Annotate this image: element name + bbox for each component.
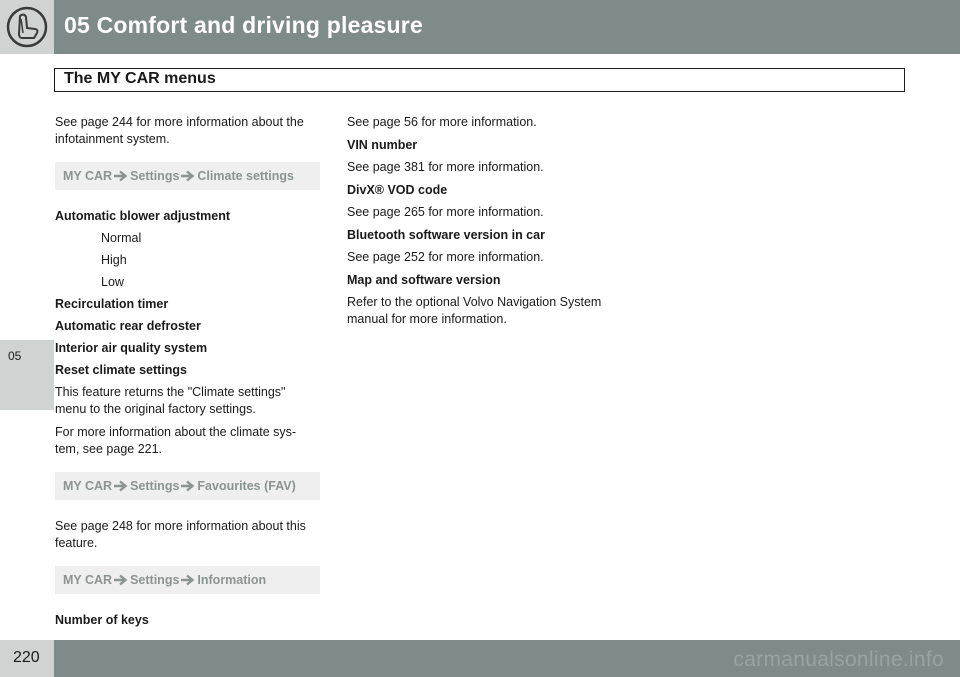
chapter-title: 05 Comfort and driving pleasure (64, 12, 423, 38)
arrow-right-icon (113, 170, 129, 182)
heading-divx: DivX® VOD code (347, 183, 448, 197)
arrow-right-icon (113, 574, 129, 586)
left-column (55, 114, 320, 634)
chapter-tab[interactable] (0, 340, 54, 410)
section-title: The MY CAR menus (64, 70, 216, 87)
right-column (347, 114, 637, 334)
seat-icon (5, 5, 49, 49)
breadcrumb-favourites (55, 472, 320, 500)
text-page-381: See page 381 for more information. (347, 160, 544, 174)
section-bar (54, 68, 905, 92)
favourites-description: See page 248 for more information about this feature. (55, 519, 306, 550)
crumb-information: Information (197, 572, 267, 587)
heading-reset: Reset climate settings (55, 363, 187, 377)
text-page-265: See page 265 for more information. (347, 205, 544, 219)
heading-auto-blower: Automatic blower adjustment (55, 209, 231, 223)
intro-text: See page 244 for more information about the infotainment system. (55, 115, 304, 146)
text-navigation: Refer to the optional Volvo Navigation System manual for more information. (347, 295, 602, 326)
arrow-right-icon (180, 170, 196, 182)
chapter-tab-label: 05 (8, 349, 22, 363)
crumb-mycar: MY CAR (63, 572, 113, 587)
arrow-right-icon (180, 574, 196, 586)
heading-vin: VIN number (347, 138, 418, 152)
crumb-mycar: MY CAR (63, 478, 113, 493)
option-low: Low (101, 275, 124, 289)
arrow-right-icon (113, 480, 129, 492)
page-number: 220 (13, 649, 40, 666)
heading-rear-defroster: Automatic rear defroster (55, 319, 201, 333)
watermark: carmanualsonline.info (733, 648, 944, 671)
footer-page-box (0, 640, 54, 677)
heading-bluetooth: Bluetooth software version in car (347, 228, 545, 242)
heading-map: Map and software version (347, 273, 501, 287)
option-high: High (101, 253, 127, 267)
crumb-settings: Settings (130, 478, 180, 493)
reset-description: This feature returns the "Climate settings" menu to the original factory settings. (55, 385, 286, 416)
text-page-56: See page 56 for more information. (347, 115, 537, 129)
crumb-favourites: Favourites (FAV) (197, 478, 296, 493)
crumb-mycar: MY CAR (63, 168, 113, 183)
crumb-settings: Settings (130, 572, 180, 587)
breadcrumb-information (55, 566, 320, 594)
climate-more-text: For more information about the climate sys-tem, see page 221. (55, 425, 297, 456)
heading-recirc: Recirculation timer (55, 297, 169, 311)
text-page-252: See page 252 for more information. (347, 250, 544, 264)
header-icon-box (0, 0, 54, 54)
crumb-settings: Settings (130, 168, 180, 183)
breadcrumb-climate (55, 162, 320, 190)
crumb-climate-settings: Climate settings (197, 168, 294, 183)
heading-air-quality: Interior air quality system (55, 341, 208, 355)
heading-num-keys: Number of keys (55, 613, 149, 627)
option-normal: Normal (101, 231, 142, 245)
arrow-right-icon (180, 480, 196, 492)
